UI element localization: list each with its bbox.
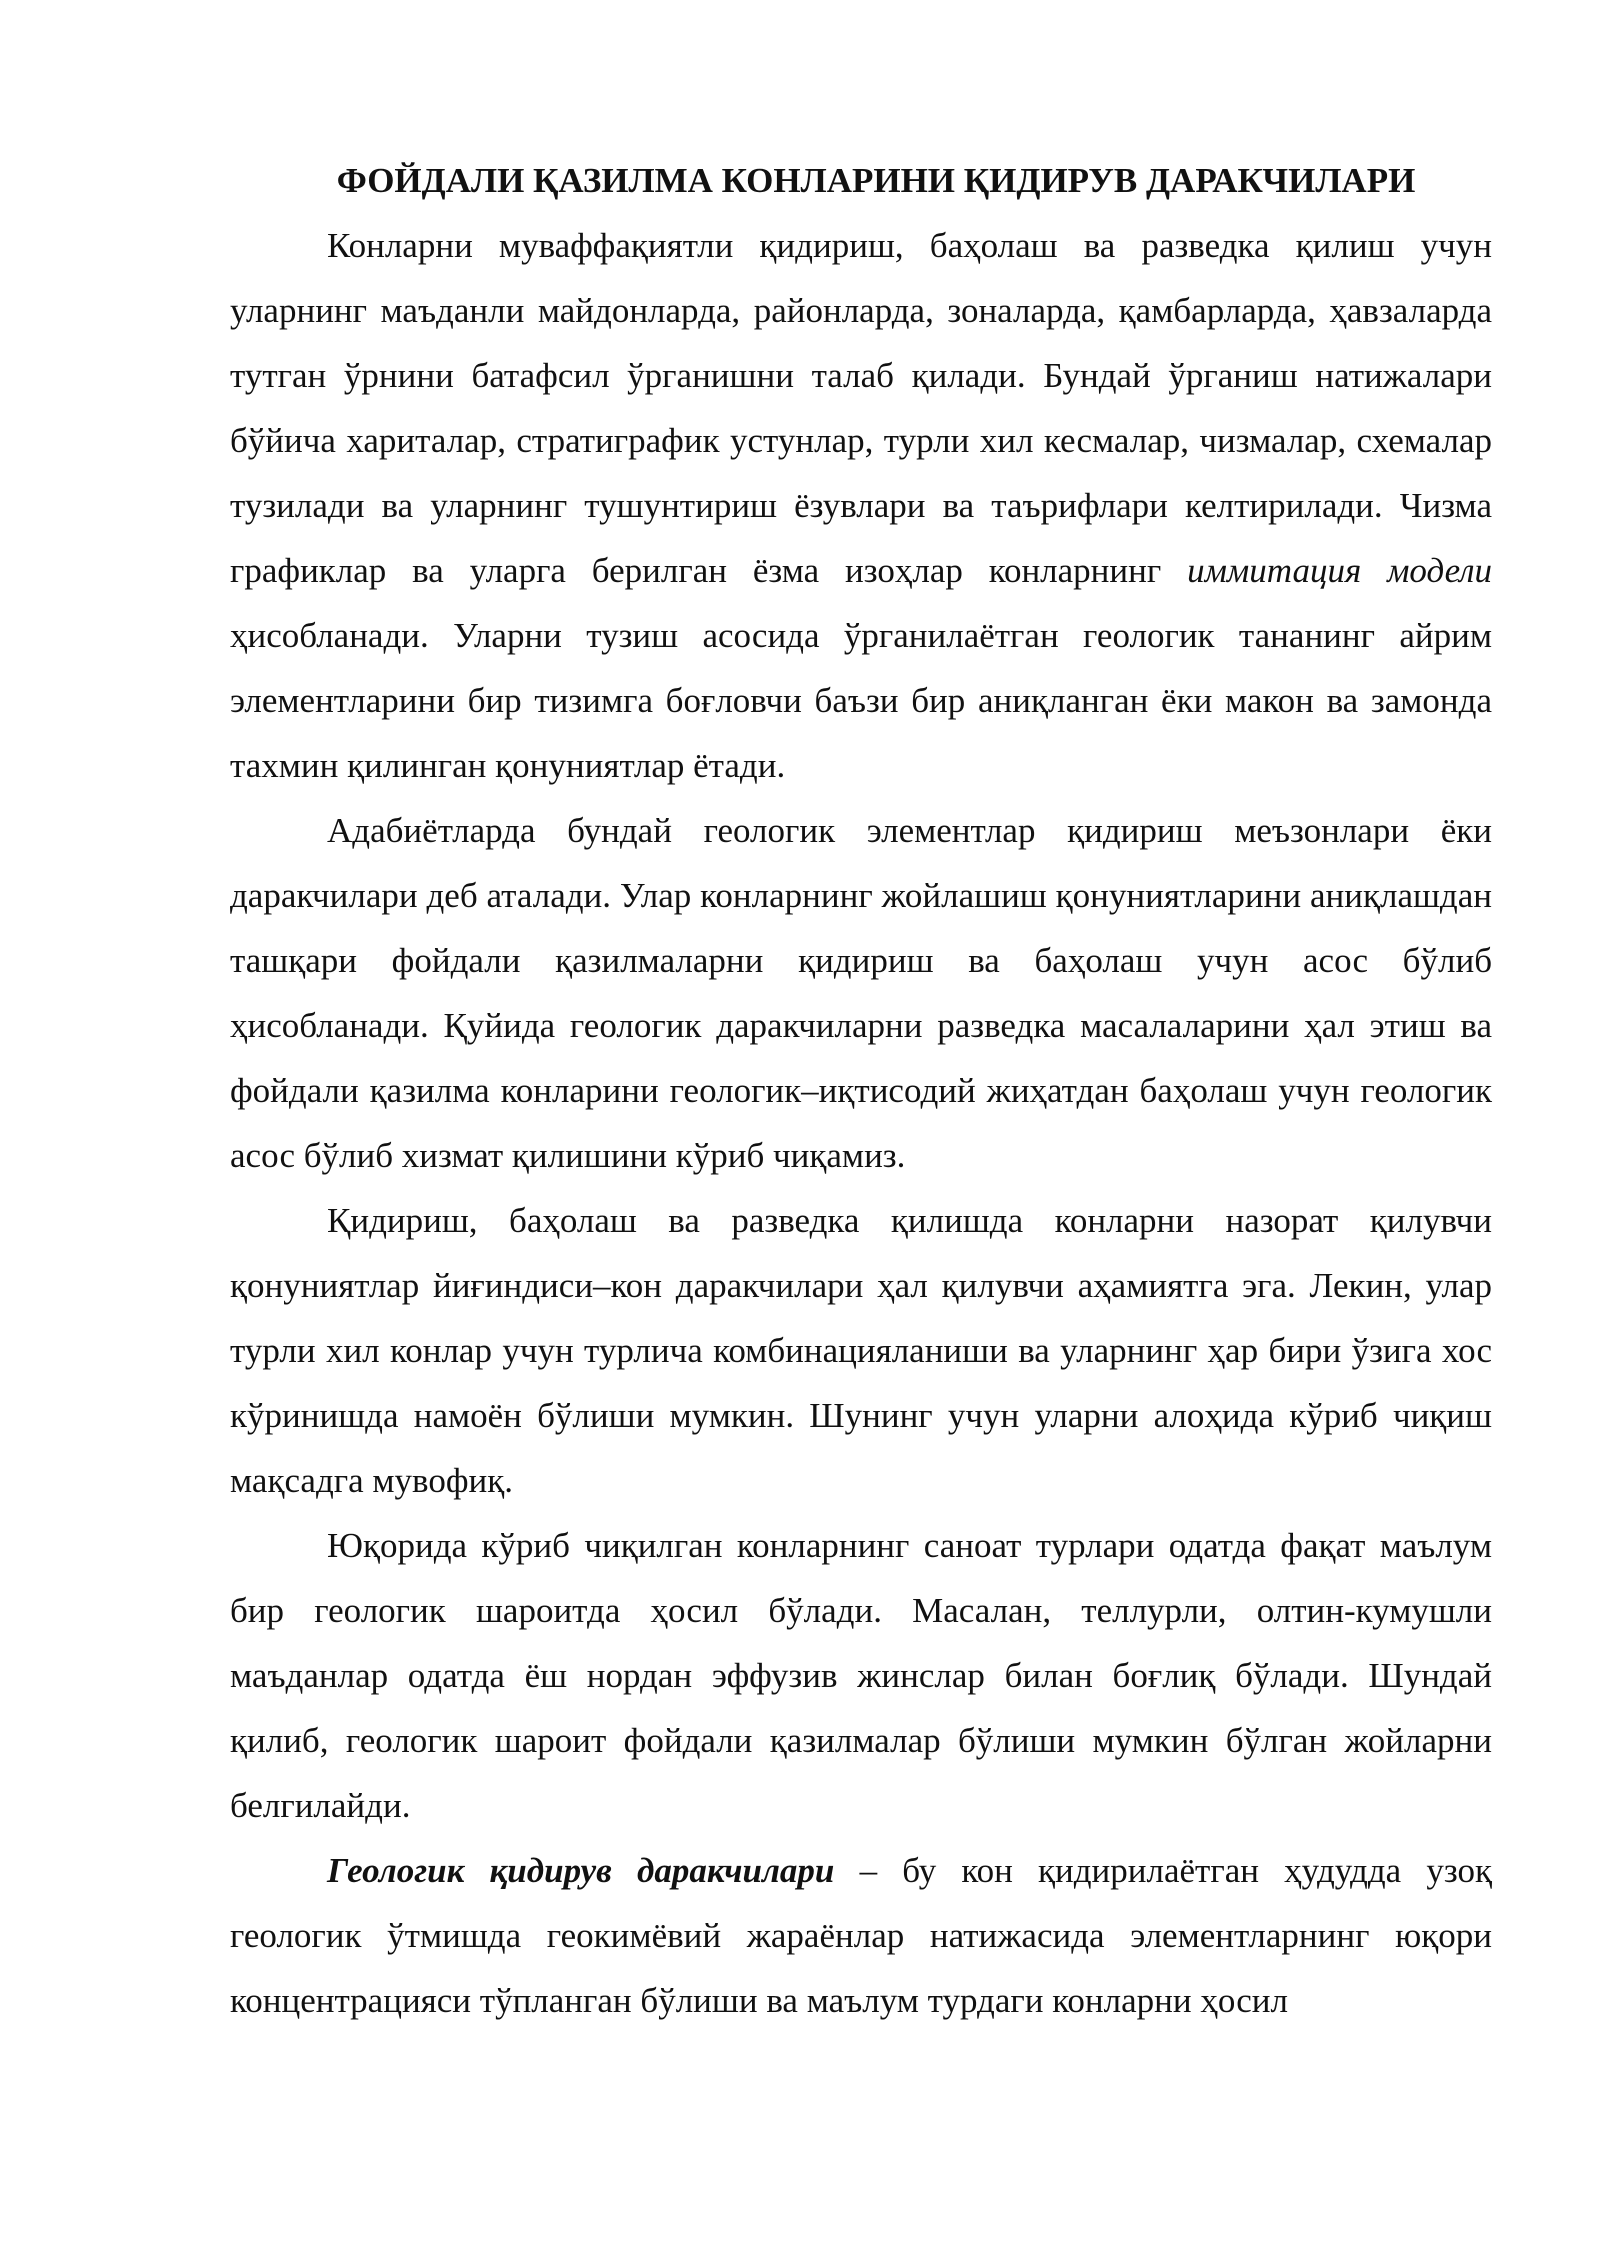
paragraph-1-italic-term: иммитация модели — [1187, 551, 1493, 590]
paragraph-5-text: – бу кон қидирилаётган ҳудудда узоқ геологик ўтмишда геокимёвий жараёнлар натижасида элементларнинг юқори концентрацияси тўпланган бўлиши ва маълум турдаги конларни ҳосил — [230, 1851, 1492, 2020]
paragraph-5-term: Геологик қидирув даракчилари — [327, 1851, 835, 1890]
document-title: ФОЙДАЛИ ҚАЗИЛМА КОНЛАРИНИ ҚИДИРУВ ДАРАКЧИЛАРИ — [336, 161, 1416, 200]
document-page — [230, 148, 1492, 2033]
paragraph-1-text-a: Конларни муваффақиятли қидириш, баҳолаш ва разведка қилиш учун уларнинг маъданли майдонларда, районларда, зоналарда, қамбарларда, ҳавзаларда тутган ўрнини батафсил ўрганишни талаб қилади. Бундай ўрганиш натижалари бўйича хариталар, стратиграфик устунлар, турли хил кесмалар, чизмалар, схемалар тузилади ва уларнинг тушунтириш ёзувлари ва таърифлари келтирилади. Чизма графиклар ва уларга берилган ёзма изоҳлар конларнинг — [230, 226, 1492, 590]
paragraph-5 — [230, 1838, 1492, 2033]
paragraph-3: Қидириш, баҳолаш ва разведка қилишда конларни назорат қилувчи қонуниятлар йиғиндиси–кон даракчилари ҳал қилувчи аҳамиятга эга. Лекин, улар турли хил конлар учун турлича комбинацияланиши ва уларнинг ҳар бири ўзига хос кўринишда намоён бўлиши мумкин. Шунинг учун уларни алоҳида кўриб чиқиш мақсадга мувофиқ. — [230, 1201, 1492, 1500]
paragraph-2: Адабиётларда бундай геологик элементлар қидириш меъзонлари ёки даракчилари деб аталади. Улар конларнинг жойлашиш қонуниятларини аниқлашдан ташқари фойдали қазилмаларни қидириш ва баҳолаш учун асос бўлиб ҳисобланади. Қуйида геологик даракчиларни разведка масалаларини ҳал этиш ва фойдали қазилма конларини геологик–иқтисодий жиҳатдан баҳолаш учун геологик асос бўлиб хизмат қилишини кўриб чиқамиз. — [230, 811, 1492, 1175]
paragraph-1 — [230, 213, 1492, 798]
paragraph-1-text-b: ҳисобланади. Уларни тузиш асосида ўрганилаётган геологик тананинг айрим элементларини бир тизимга боғловчи баъзи бир аниқланган ёки макон ва замонда тахмин қилинган қонуниятлар ётади. — [230, 616, 1492, 785]
paragraph-4: Юқорида кўриб чиқилган конларнинг саноат турлари одатда фақат маълум бир геологик шароитда ҳосил бўлади. Масалан, теллурли, олтин-кумушли маъданлар одатда ёш нордан эффузив жинслар билан боғлиқ бўлади. Шундай қилиб, геологик шароит фойдали қазилмалар бўлиши мумкин бўлган жойларни белгилайди. — [230, 1526, 1492, 1825]
